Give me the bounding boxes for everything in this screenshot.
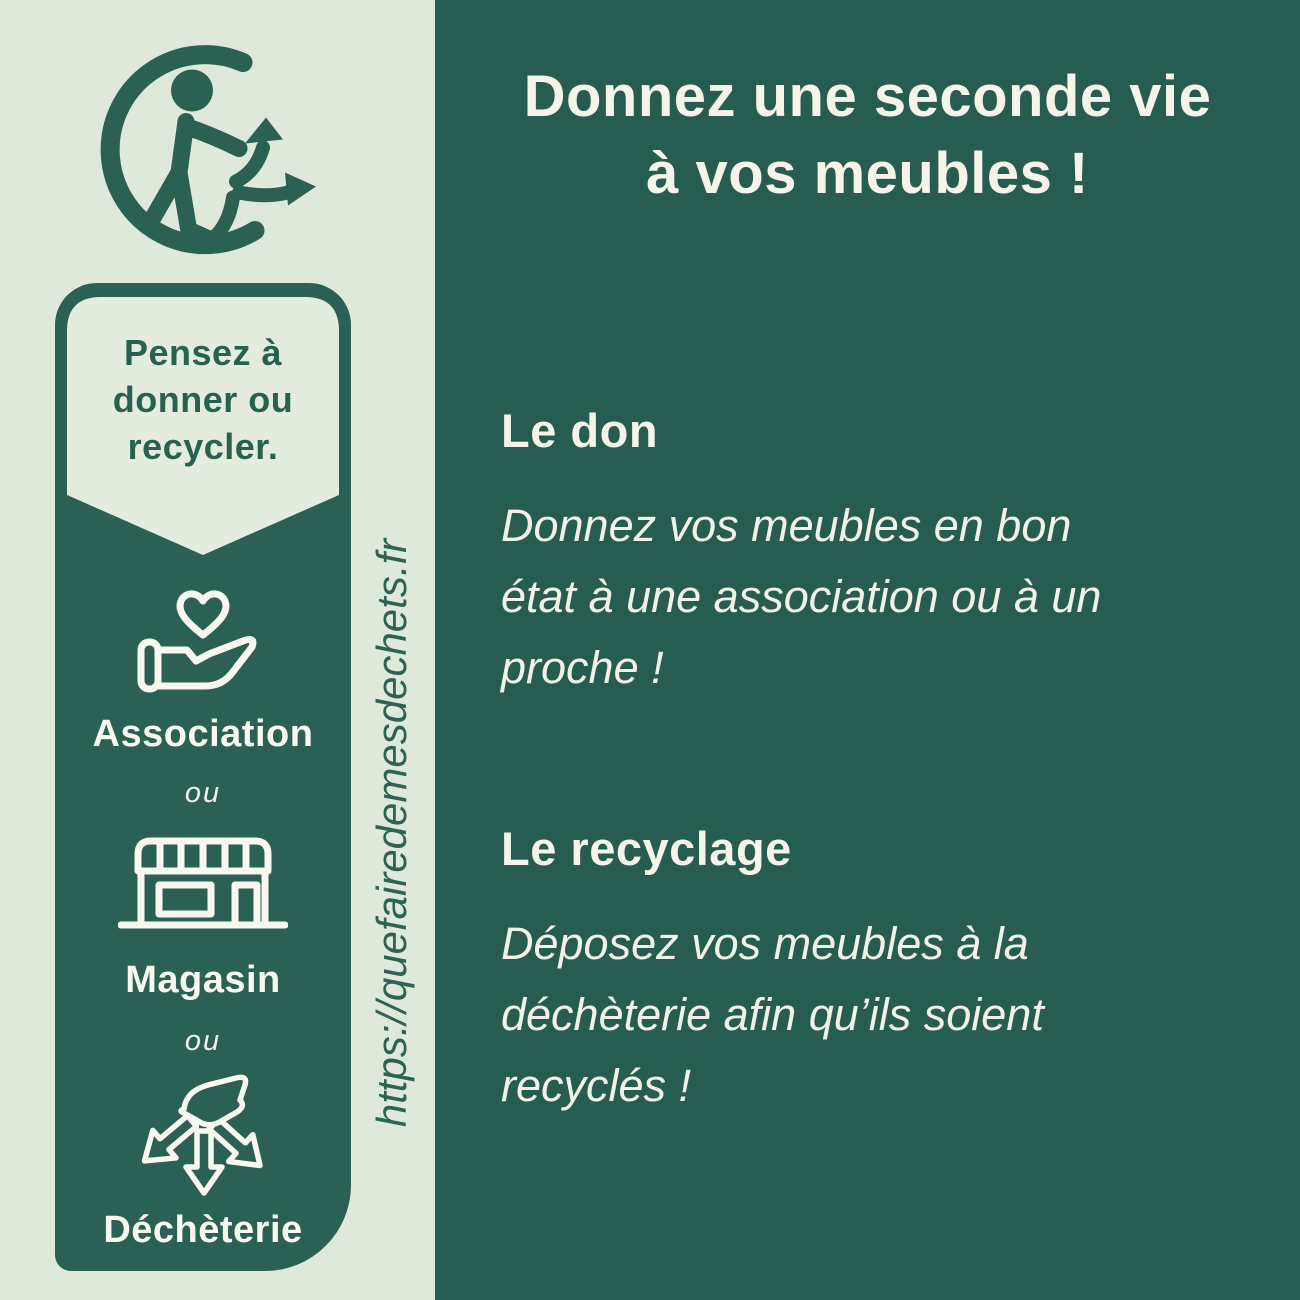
title-line: Donnez une seconde vie — [523, 64, 1212, 129]
or-separator: ou — [184, 777, 222, 809]
sorting-arrows-icon — [136, 1069, 271, 1207]
section-don — [501, 402, 1261, 703]
don-body-line: état à une association ou à un — [501, 571, 1102, 622]
title-line: à vos meubles ! — [646, 141, 1089, 206]
dechetterie-option — [55, 1069, 351, 1207]
page-title — [435, 58, 1300, 212]
don-body-line: proche ! — [501, 642, 664, 693]
recyclage-body-line: recyclés ! — [501, 1060, 692, 1111]
don-body-line: Donnez vos meubles en bon — [501, 500, 1072, 551]
triman-recycling-icon — [85, 33, 320, 261]
badge-line: Pensez à — [123, 332, 283, 373]
recyclage-body-line: déchèterie afin qu’ils soient — [501, 989, 1044, 1040]
website-url: https://quefairedemesdechets.fr — [368, 538, 416, 1127]
storefront-icon — [118, 831, 288, 941]
options-column — [55, 283, 351, 1271]
website-url-wrap — [348, 500, 436, 1165]
association-label: Association — [92, 713, 314, 755]
info-panel — [435, 0, 1300, 1300]
recyclage-body-line: Déposez vos meubles à la — [501, 918, 1029, 969]
section-recyclage — [501, 820, 1261, 1121]
recyclage-heading: Le recyclage — [501, 822, 792, 875]
don-heading: Le don — [501, 404, 659, 457]
or-separator: ou — [184, 1025, 222, 1057]
donate-or-recycle-badge — [65, 293, 341, 559]
dechetterie-label: Déchèterie — [103, 1209, 303, 1251]
badge-line: donner ou — [112, 379, 294, 420]
hand-heart-icon — [133, 569, 273, 701]
magasin-label: Magasin — [125, 959, 281, 1001]
association-option — [55, 569, 351, 701]
badge-line: recycler. — [127, 426, 279, 467]
magasin-option — [55, 831, 351, 941]
badge-text — [65, 329, 341, 470]
